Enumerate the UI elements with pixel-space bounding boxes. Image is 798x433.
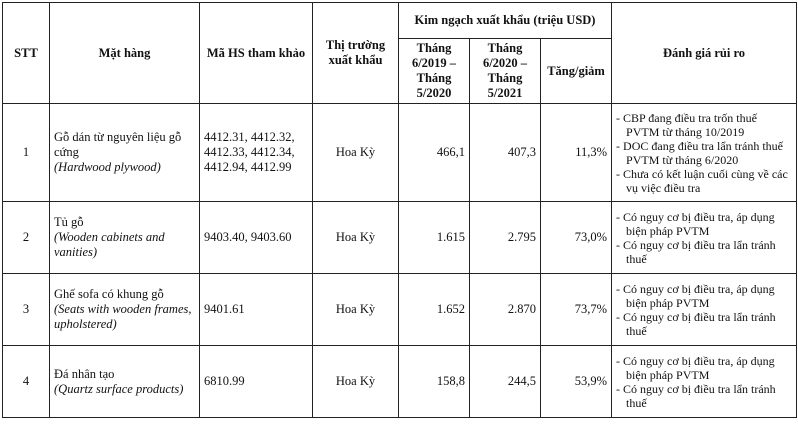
header-change: Tăng/giảm <box>541 39 612 104</box>
item-name: Gỗ dán từ nguyên liệu gỗ cứng <box>54 130 182 159</box>
row-value-1: 466,1 <box>399 104 470 202</box>
item-name: Tủ gỗ <box>54 215 84 229</box>
header-item: Mặt hàng <box>50 3 200 104</box>
row-item <box>50 346 200 418</box>
risk-item: - Có nguy cơ bị điều tra lẩn tránh thuế <box>616 381 776 410</box>
row-market: Hoa Kỳ <box>313 104 399 202</box>
header-hs-code: Mã HS tham khảo <box>200 3 313 104</box>
row-hs-code: 6810.99 <box>200 346 313 418</box>
row-hs-code: 9403.40, 9403.60 <box>200 202 313 274</box>
row-market: Hoa Kỳ <box>313 202 399 274</box>
header-market: Thị trường xuất khẩu <box>313 3 399 104</box>
row-value-1: 1.652 <box>399 274 470 346</box>
risk-item: - CBP đang điều tra trốn thuế PVTM từ tháng 10/2019 <box>616 110 757 139</box>
row-stt: 4 <box>3 346 50 418</box>
row-value-2: 407,3 <box>470 104 541 202</box>
row-market: Hoa Kỳ <box>313 346 399 418</box>
header-stt: STT <box>3 3 50 104</box>
risk-item: - DOC đang điều tra lẩn tránh thuế PVTM từ tháng 6/2020 <box>616 138 783 167</box>
row-risk <box>612 202 797 274</box>
table-row <box>3 274 797 346</box>
table-row <box>3 104 797 202</box>
row-item <box>50 202 200 274</box>
item-name: Đá nhân tạo <box>54 366 115 381</box>
risk-item: - Có nguy cơ bị điều tra lẩn tránh thuế <box>616 237 776 266</box>
row-item <box>50 104 200 202</box>
row-value-2: 244,5 <box>470 346 541 418</box>
row-change: 11,3% <box>541 104 612 202</box>
row-risk <box>612 104 797 202</box>
risk-item: - Có nguy cơ bị điều tra, áp dụng biện pháp PVTM <box>616 353 775 382</box>
header-risk: Đánh giá rủi ro <box>612 3 797 104</box>
table-row <box>3 202 797 274</box>
risk-item: - Có nguy cơ bị điều tra, áp dụng biện pháp PVTM <box>616 281 775 310</box>
row-stt: 2 <box>3 202 50 274</box>
row-value-2: 2.870 <box>470 274 541 346</box>
row-stt: 1 <box>3 104 50 202</box>
risk-item: - Có nguy cơ bị điều tra lẩn tránh thuế <box>616 309 776 338</box>
export-risk-table <box>2 2 797 418</box>
risk-item: - Chưa có kết luận cuối cùng về các vụ việc điều tra <box>616 166 788 195</box>
row-hs-code: 4412.31, 4412.32, 4412.33, 4412.34, 4412.94, 4412.99 <box>200 104 313 202</box>
item-name: Ghế sofa có khung gỗ <box>54 287 164 301</box>
table-row <box>3 346 797 418</box>
header-period-2: Tháng 6/2020 – Tháng 5/2021 <box>470 39 541 104</box>
header-turnover: Kim ngạch xuất khẩu (triệu USD) <box>399 3 612 39</box>
item-name-en: (Hardwood plywood) <box>54 160 161 174</box>
item-name-en: (Quartz surface products) <box>54 381 184 396</box>
item-name-en: (Seats with wooden frames, upholstered) <box>54 302 192 331</box>
risk-item: - Có nguy cơ bị điều tra, áp dụng biện pháp PVTM <box>616 209 775 238</box>
row-risk <box>612 274 797 346</box>
row-value-1: 158,8 <box>399 346 470 418</box>
row-change: 73,0% <box>541 202 612 274</box>
item-name-en: (Wooden cabinets and vanities) <box>54 230 165 259</box>
row-value-2: 2.795 <box>470 202 541 274</box>
row-hs-code: 9401.61 <box>200 274 313 346</box>
row-risk <box>612 346 797 418</box>
row-market: Hoa Kỳ <box>313 274 399 346</box>
row-change: 53,9% <box>541 346 612 418</box>
header-row-1 <box>3 3 797 39</box>
row-change: 73,7% <box>541 274 612 346</box>
row-stt: 3 <box>3 274 50 346</box>
header-period-1: Tháng 6/2019 – Tháng 5/2020 <box>399 39 470 104</box>
row-item <box>50 274 200 346</box>
row-value-1: 1.615 <box>399 202 470 274</box>
